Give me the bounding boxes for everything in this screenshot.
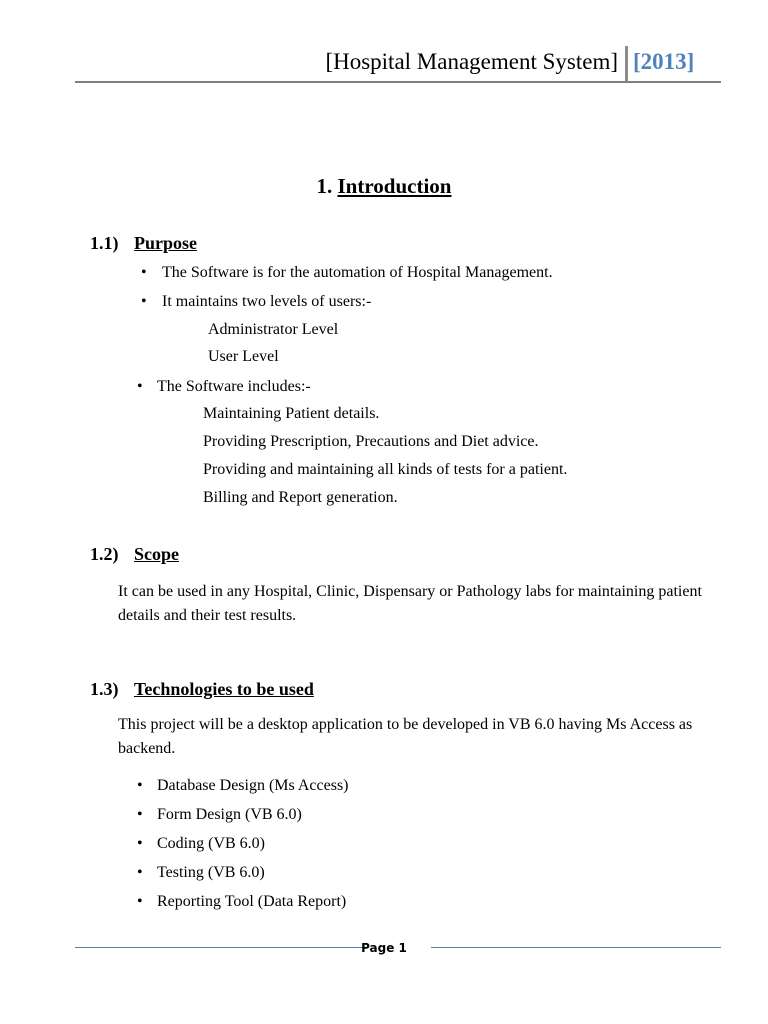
technologies-title: Technologies to be used — [134, 679, 314, 699]
section-number: 1. — [316, 174, 333, 198]
page-number: Page 1 — [361, 941, 407, 955]
header-year: [2013] — [633, 49, 695, 74]
technology-item: Form Design (VB 6.0) — [157, 806, 302, 823]
scope-title: Scope — [134, 544, 179, 564]
bullet-icon: • — [141, 264, 147, 281]
technology-item: Database Design (Ms Access) — [157, 777, 349, 794]
section-title — [0, 172, 768, 200]
user-level-item: User Level — [208, 348, 279, 365]
technology-item: Testing (VB 6.0) — [157, 864, 265, 881]
bullet-icon: • — [137, 864, 143, 881]
includes-item: Providing and maintaining all kinds of tests for a patient. — [203, 461, 568, 478]
scope-heading — [90, 542, 179, 566]
bullet-icon: • — [137, 806, 143, 823]
includes-item: Providing Prescription, Precautions and Diet advice. — [203, 433, 539, 450]
technologies-paragraph: This project will be a desktop application to be developed in VB 6.0 having Ms Access as backend. — [118, 716, 693, 757]
bullet-icon: • — [141, 293, 147, 310]
bullet-icon: • — [137, 777, 143, 794]
technologies-heading — [90, 677, 314, 701]
header-title: [Hospital Management System] — [325, 49, 618, 74]
includes-item: Maintaining Patient details. — [203, 405, 380, 422]
purpose-heading — [90, 231, 197, 255]
bullet-icon: • — [137, 378, 143, 395]
user-level-item: Administrator Level — [208, 321, 339, 338]
technology-item: Reporting Tool (Data Report) — [157, 893, 347, 910]
purpose-title: Purpose — [134, 233, 197, 253]
section-title-text: Introduction — [337, 174, 452, 198]
includes-item: Billing and Report generation. — [203, 489, 398, 506]
technology-item: Coding (VB 6.0) — [157, 835, 265, 852]
scope-number: 1.2) — [90, 544, 119, 564]
header-rule — [75, 81, 721, 83]
header-divider — [625, 46, 628, 83]
technologies-number: 1.3) — [90, 679, 119, 699]
purpose-bullet-2: It maintains two levels of users:- — [162, 293, 372, 310]
purpose-number: 1.1) — [90, 233, 119, 253]
bullet-icon: • — [137, 893, 143, 910]
purpose-bullet-3: The Software includes:- — [157, 378, 311, 395]
bullet-icon: • — [137, 835, 143, 852]
purpose-bullet-1: The Software is for the automation of Hospital Management. — [162, 264, 553, 281]
scope-paragraph: It can be used in any Hospital, Clinic, Dispensary or Pathology labs for maintaining patient details and their test results. — [118, 583, 702, 624]
